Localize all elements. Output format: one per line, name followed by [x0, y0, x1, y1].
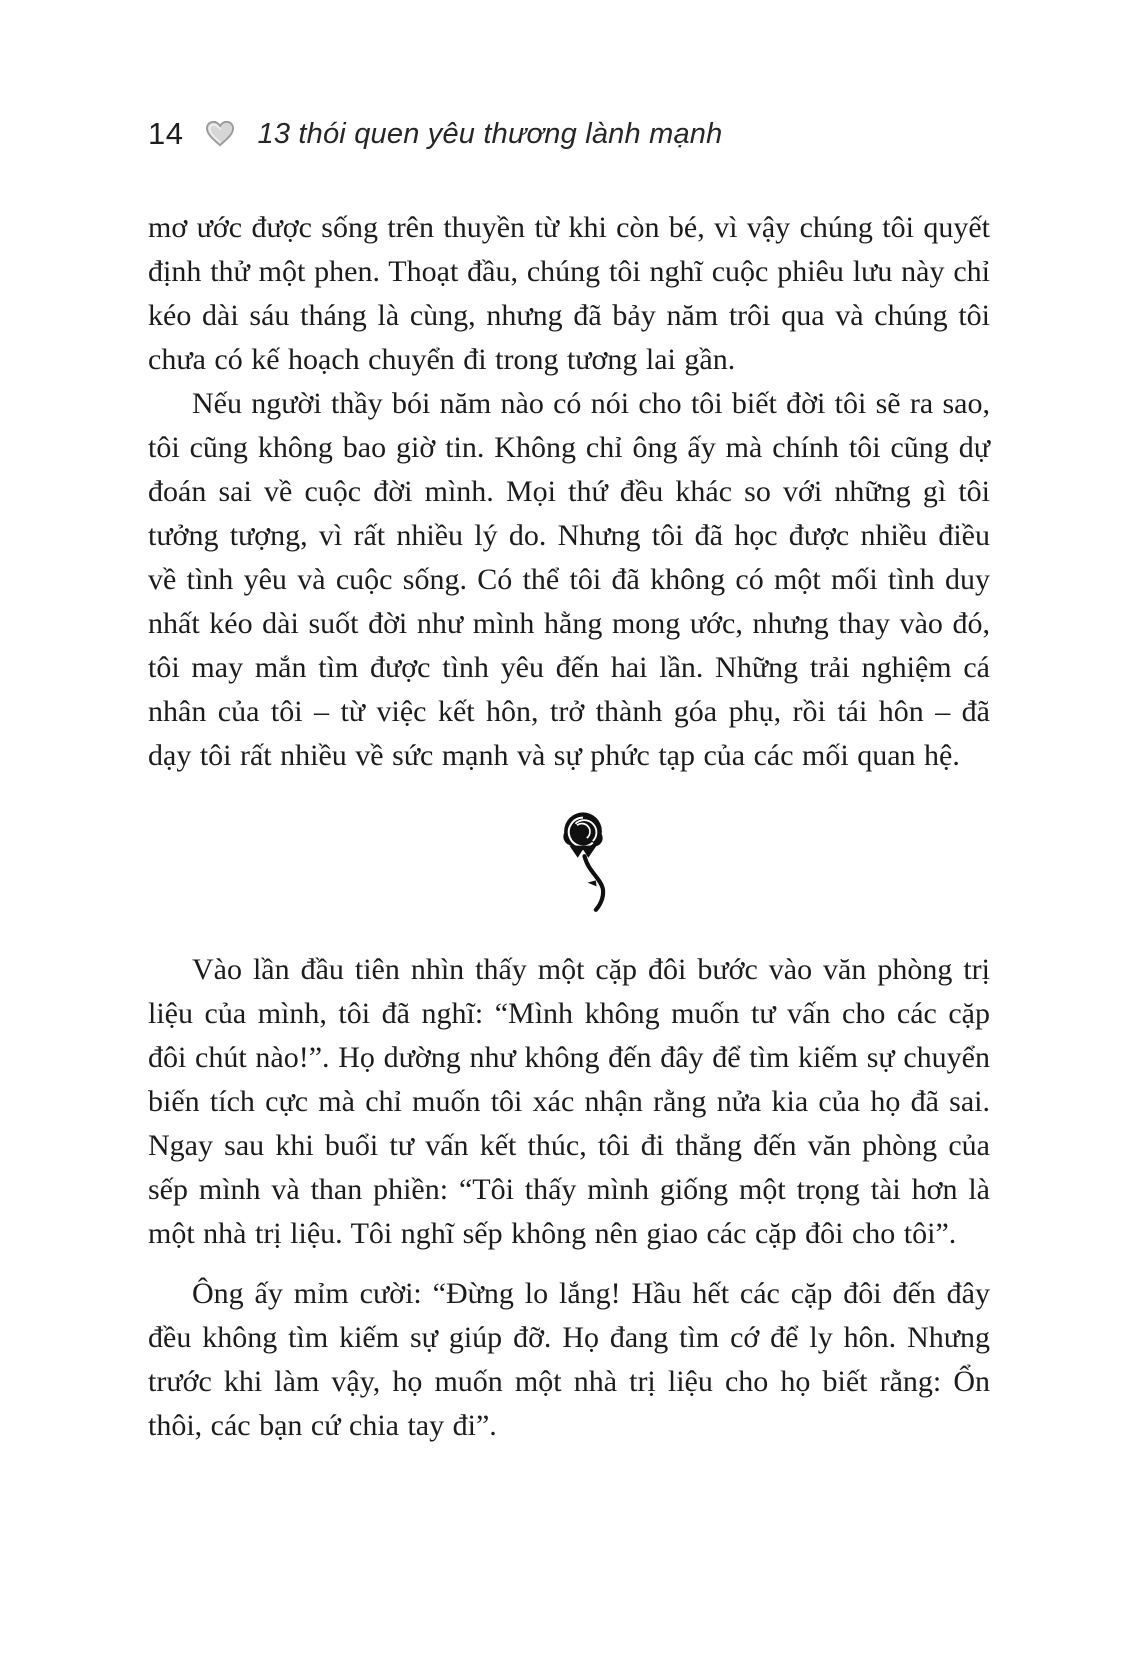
- paragraph-4: Ông ấy mỉm cười: “Đừng lo lắng! Hầu hết các cặp đôi đến đây đều không tìm kiếm sự giúp đỡ. Họ đang tìm cớ để ly hôn. Nhưng trước khi làm vậy, họ muốn một nhà trị liệu cho họ biết rằng: Ổn thôi, các bạn cứ chia tay đi”.: [148, 1277, 990, 1442]
- page-content: [148, 206, 990, 1448]
- heart-icon: [205, 120, 235, 148]
- paragraph-1: mơ ước được sống trên thuyền từ khi còn bé, vì vậy chúng tôi quyết định thử một phen. Thoạt đầu, chúng tôi nghĩ cuộc phiêu lưu này chỉ kéo dài sáu tháng là cùng, nhưng đã bảy năm trôi qua và chúng tôi chưa có kế hoạch chuyển đi trong tương lai gần.: [148, 211, 990, 376]
- running-title: 13 thói quen yêu thương lành mạnh: [257, 117, 723, 150]
- rose-divider-icon: [549, 804, 617, 926]
- paragraph-3: Vào lần đầu tiên nhìn thấy một cặp đôi bước vào văn phòng trị liệu của mình, tôi đã nghĩ: “Mình không muốn tư vấn cho các cặp đôi chút nào!”. Họ dường như không đến đây để tìm kiếm sự chuyển biến tích cực mà chỉ muốn tôi xác nhận rằng nửa kia của họ đã sai. Ngay sau khi buổi tư vấn kết thúc, tôi đi thẳng đến văn phòng của sếp mình và than phiền: “Tôi thấy mình giống một trọng tài hơn là một nhà trị liệu. Tôi nghĩ sếp không nên giao các cặp đôi cho tôi”.: [148, 953, 990, 1250]
- paragraph-2: Nếu người thầy bói năm nào có nói cho tôi biết đời tôi sẽ ra sao, tôi cũng không bao giờ tin. Không chỉ ông ấy mà chính tôi cũng dự đoán sai về cuộc đời mình. Mọi thứ đều khác so với những gì tôi tưởng tượng, vì rất nhiều lý do. Nhưng tôi đã học được nhiều điều về tình yêu và cuộc sống. Có thể tôi đã không có một mối tình duy nhất kéo dài suốt đời như mình hằng mong ước, nhưng thay vào đó, tôi may mắn tìm được tình yêu đến hai lần. Những trải nghiệm cá nhân của tôi – từ việc kết hôn, trở thành góa phụ, rồi tái hôn – đã dạy tôi rất nhiều về sức mạnh và sự phức tạp của các mối quan hệ.: [148, 387, 990, 772]
- page-number: 14: [148, 116, 184, 151]
- page-header: [148, 116, 722, 152]
- section-divider: [148, 804, 990, 926]
